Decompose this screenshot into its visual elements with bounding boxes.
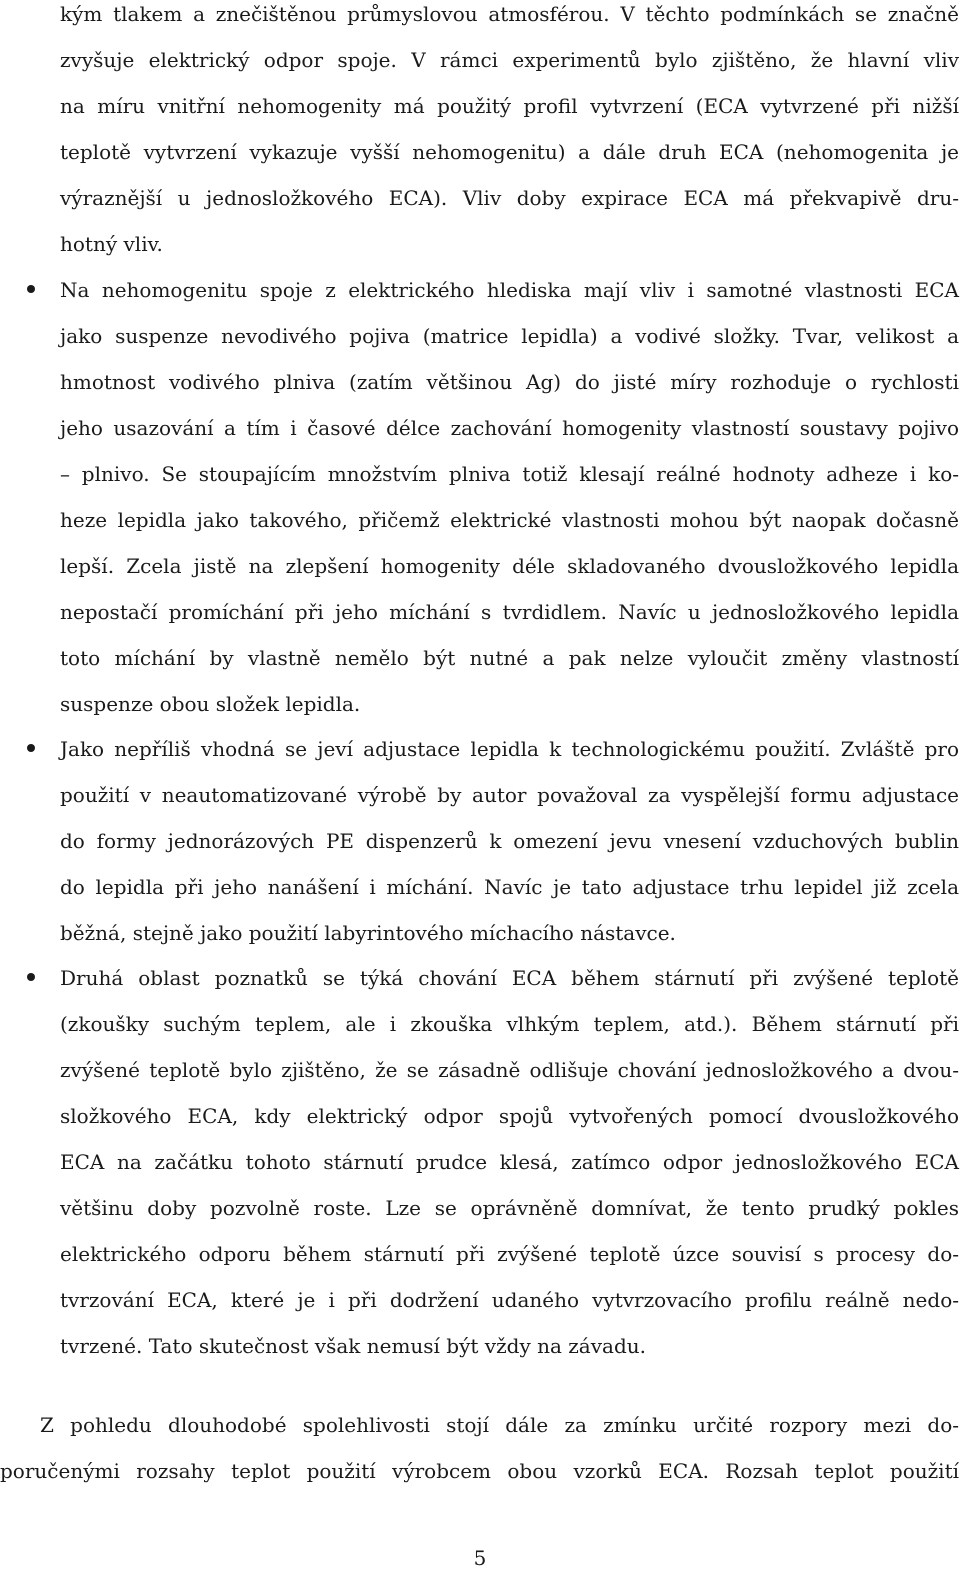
bullet-line: (zkoušky suchým teplem, ale i zkouška vlhkým teplem, atd.). Během stárnutí při bbox=[60, 1012, 959, 1036]
text-line: teplotě vytvrzení vykazuje vyšší nehomogenitu) a dále druh ECA (nehomogenita je bbox=[60, 140, 959, 164]
bullet-line: Na nehomogenitu spoje z elektrického hlediska mají vliv i samotné vlastnosti ECA bbox=[60, 278, 959, 302]
bullet-line: lepší. Zcela jistě na zlepšení homogenity déle skladovaného dvousložkového lepidla bbox=[60, 554, 959, 578]
paragraph-line: Z pohledu dlouhodobé spolehlivosti stojí dále za zmínku určité rozpory mezi do- bbox=[40, 1413, 959, 1437]
bullet-line: tvrzené. Tato skutečnost však nemusí být vždy na závadu. bbox=[60, 1334, 646, 1358]
bullet-line: Jako nepříliš vhodná se jeví adjustace lepidla k technologickému použití. Zvláště pro bbox=[60, 737, 959, 761]
text-line: na míru vnitřní nehomogenity má použitý profil vytvrzení (ECA vytvrzené při nižší bbox=[60, 94, 959, 118]
text-line: výraznější u jednosložkového ECA). Vliv doby expirace ECA má překvapivě dru- bbox=[60, 186, 959, 210]
bullet-line: složkového ECA, kdy elektrický odpor spojů vytvořených pomocí dvousložkového bbox=[60, 1104, 959, 1128]
bullet-line: tvrzování ECA, které je i při dodržení udaného vytvrzovacího profilu reálně nedo- bbox=[60, 1288, 959, 1312]
bullet-marker bbox=[27, 973, 35, 981]
bullet-line: většinu doby pozvolně roste. Lze se oprávněně domnívat, že tento prudký pokles bbox=[60, 1196, 959, 1220]
text-line: kým tlakem a znečištěnou průmyslovou atmosférou. V těchto podmínkách se značně bbox=[60, 2, 959, 26]
bullet-line: heze lepidla jako takového, přičemž elektrické vlastnosti mohou být naopak dočasně bbox=[60, 508, 959, 532]
bullet-line: hmotnost vodivého plniva (zatím většinou Ag) do jisté míry rozhoduje o rychlosti bbox=[60, 370, 959, 394]
bullet-line: do formy jednorázových PE dispenzerů k omezení jevu vnesení vzduchových bublin bbox=[60, 829, 959, 853]
bullet-line: – plnivo. Se stoupajícím množstvím plniva totiž klesají reálné hodnoty adheze i ko- bbox=[60, 462, 959, 486]
bullet-line: do lepidla při jeho nanášení i míchání. Navíc je tato adjustace trhu lepidel již zcela bbox=[60, 875, 959, 899]
text-line: hotný vliv. bbox=[60, 232, 163, 256]
bullet-line: zvýšené teplotě bylo zjištěno, že se zásadně odlišuje chování jednosložkového a dvou- bbox=[60, 1058, 959, 1082]
bullet-line: elektrického odporu během stárnutí při zvýšené teplotě úzce souvisí s procesy do- bbox=[60, 1242, 959, 1266]
text-line: zvyšuje elektrický odpor spoje. V rámci experimentů bylo zjištěno, že hlavní vliv bbox=[60, 48, 959, 72]
bullet-line: nepostačí promíchání při jeho míchání s tvrdidlem. Navíc u jednosložkového lepidla bbox=[60, 600, 959, 624]
page-number: 5 bbox=[473, 1546, 487, 1570]
paragraph-line: poručenými rozsahy teplot použití výrobcem obou vzorků ECA. Rozsah teplot použití bbox=[0, 1459, 959, 1483]
bullet-line: použití v neautomatizované výrobě by autor považoval za vyspělejší formu adjustace bbox=[60, 783, 959, 807]
bullet-line: jako suspenze nevodivého pojiva (matrice lepidla) a vodivé složky. Tvar, velikost a bbox=[60, 324, 959, 348]
bullet-line: toto míchání by vlastně nemělo být nutné a pak nelze vyloučit změny vlastností bbox=[60, 646, 959, 670]
bullet-marker bbox=[27, 744, 35, 752]
bullet-marker bbox=[27, 285, 35, 293]
bullet-line: běžná, stejně jako použití labyrintového míchacího nástavce. bbox=[60, 921, 676, 945]
bullet-line: Druhá oblast poznatků se týká chování ECA během stárnutí při zvýšené teplotě bbox=[60, 966, 959, 990]
bullet-line: ECA na začátku tohoto stárnutí prudce klesá, zatímco odpor jednosložkového ECA bbox=[60, 1150, 959, 1174]
bullet-line: jeho usazování a tím i časové délce zachování homogenity vlastností soustavy pojivo bbox=[60, 416, 959, 440]
bullet-line: suspenze obou složek lepidla. bbox=[60, 692, 361, 716]
